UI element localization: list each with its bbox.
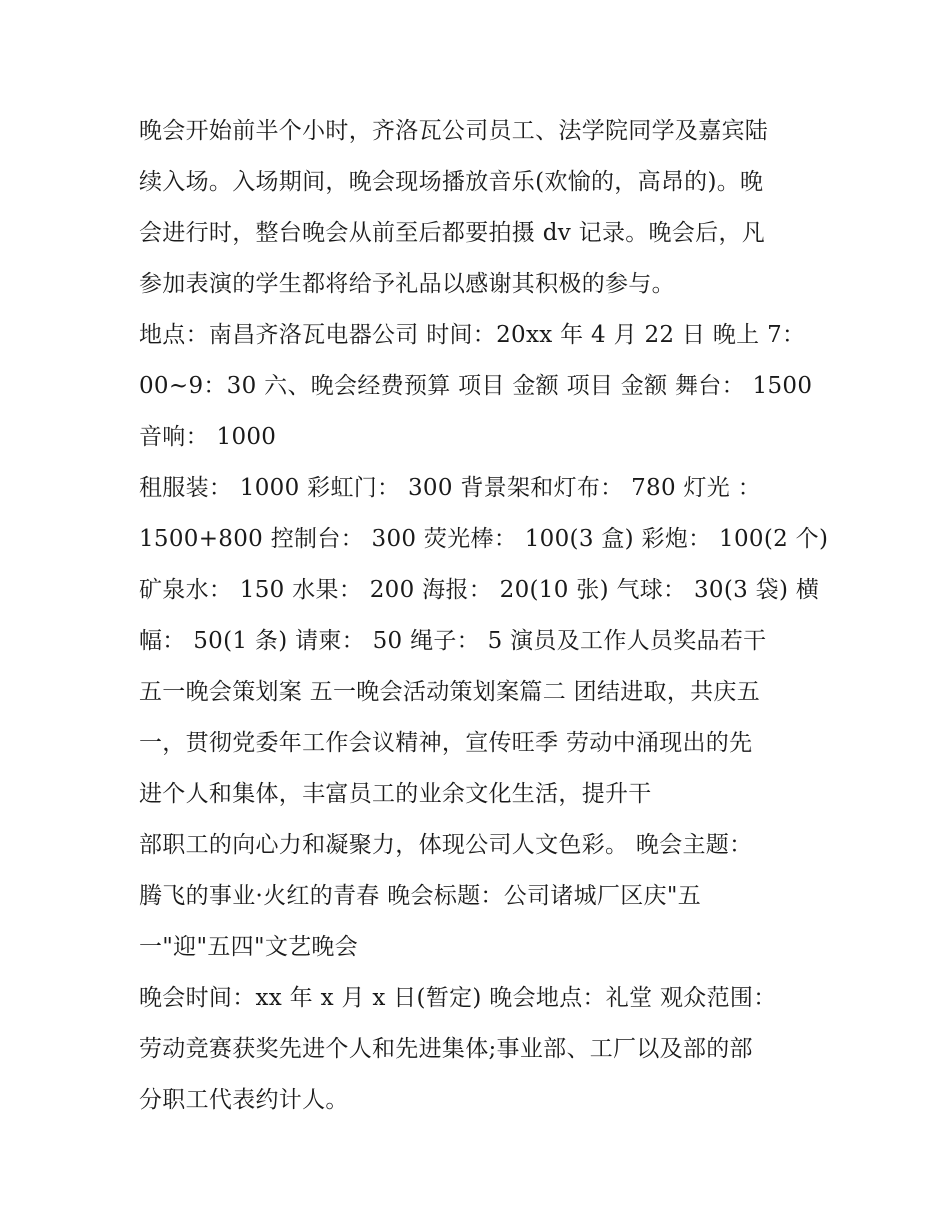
text-line: 进个人和集体，丰富员工的业余文化生活，提升干 [139, 781, 652, 807]
text-line: 1500+800 控制台： 300 荧光棒： 100(3 盒) 彩炮： 100(2 个) [139, 526, 829, 552]
text-line: 矿泉水： 150 水果： 200 海报： 20(10 张) 气球： 30(3 袋) 横 [139, 577, 820, 603]
text-line: 晚会时间：xx 年 x 月 x 日(暂定) 晚会地点：礼堂 观众范围： [139, 985, 777, 1011]
text-line: 00~9：30 六、晚会经费预算 项目 金额 项目 金额 舞台： 1500 [139, 373, 813, 399]
text-line: 会进行时，整台晚会从前至后都要拍摄 dv 记录。晚会后，凡 [139, 220, 766, 246]
text-line: 五一晚会策划案 五一晚会活动策划案篇二 团结进取，共庆五 [139, 679, 761, 705]
text-line: 一，贯彻党委年工作会议精神，宣传旺季 劳动中涌现出的先 [139, 730, 753, 756]
document-body [139, 106, 829, 1126]
text-line: 部职工的向心力和凝聚力，体现公司人文色彩。 晚会主题： [139, 832, 753, 858]
text-line: 幅： 50(1 条) 请柬： 50 绳子： 5 演员及工作人员奖品若干 [139, 628, 767, 654]
text-line: 音响： 1000 [139, 424, 277, 450]
text-line: 一"迎"五四"文艺晚会 [139, 934, 359, 960]
text-line: 分职工代表约计人。 [139, 1087, 349, 1113]
text-line: 参加表演的学生都将给予礼品以感谢其积极的参与。 [139, 271, 675, 297]
text-line: 地点：南昌齐洛瓦电器公司 时间：20xx 年 4 月 22 日 晚上 7： [139, 322, 806, 348]
text-line: 晚会开始前半个小时，齐洛瓦公司员工、法学院同学及嘉宾陆 [139, 118, 769, 144]
text-line: 腾飞的事业·火红的青春 晚会标题：公司诸城厂区庆"五 [139, 883, 702, 909]
text-line: 续入场。入场期间，晚会现场播放音乐(欢愉的，高昂的)。晚 [139, 169, 764, 195]
text-line: 租服装： 1000 彩虹门： 300 背景架和灯布： 780 灯光 ： [139, 475, 762, 501]
text-line: 劳动竞赛获奖先进个人和先进集体;事业部、工厂以及部的部 [139, 1036, 753, 1062]
